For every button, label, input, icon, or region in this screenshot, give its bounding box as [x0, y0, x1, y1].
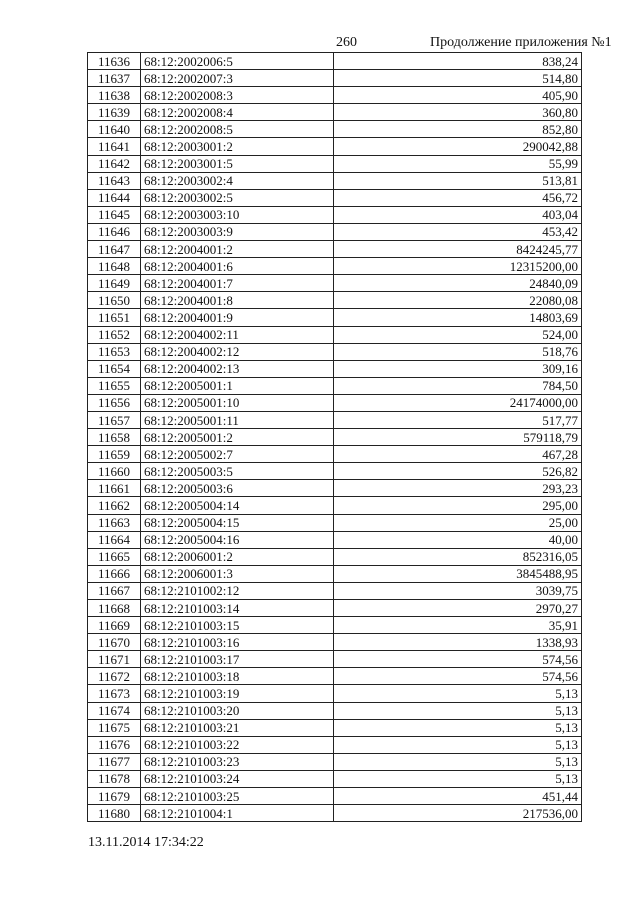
- cadastral-value: 5,13: [334, 719, 582, 736]
- cadastral-number: 68:12:2006001:2: [141, 548, 334, 565]
- cadastral-number: 68:12:2005003:5: [141, 463, 334, 480]
- cadastral-value-table: [87, 52, 582, 822]
- table-row: [88, 446, 582, 463]
- cadastral-value: 40,00: [334, 531, 582, 548]
- cadastral-value: 405,90: [334, 87, 582, 104]
- row-number: 11655: [88, 377, 141, 394]
- row-number: 11675: [88, 719, 141, 736]
- cadastral-number: 68:12:2101003:23: [141, 753, 334, 770]
- row-number: 11662: [88, 497, 141, 514]
- cadastral-value: 5,13: [334, 753, 582, 770]
- cadastral-number: 68:12:2101003:21: [141, 719, 334, 736]
- table-row: [88, 531, 582, 548]
- row-number: 11645: [88, 206, 141, 223]
- cadastral-number: 68:12:2101003:16: [141, 634, 334, 651]
- row-number: 11670: [88, 634, 141, 651]
- cadastral-number: 68:12:2101003:25: [141, 788, 334, 805]
- row-number: 11666: [88, 565, 141, 582]
- table-row: [88, 788, 582, 805]
- cadastral-value: 5,13: [334, 770, 582, 787]
- cadastral-number: 68:12:2101003:22: [141, 736, 334, 753]
- cadastral-number: 68:12:2004001:8: [141, 292, 334, 309]
- cadastral-number: 68:12:2002007:3: [141, 70, 334, 87]
- cadastral-value: 517,77: [334, 411, 582, 428]
- row-number: 11651: [88, 309, 141, 326]
- row-number: 11671: [88, 651, 141, 668]
- table-row: [88, 292, 582, 309]
- table-row: [88, 155, 582, 172]
- row-number: 11658: [88, 429, 141, 446]
- cadastral-value: 5,13: [334, 685, 582, 702]
- cadastral-value: 579118,79: [334, 429, 582, 446]
- row-number: 11644: [88, 189, 141, 206]
- table-row: [88, 309, 582, 326]
- table-row: [88, 70, 582, 87]
- cadastral-value: 25,00: [334, 514, 582, 531]
- cadastral-value: 514,80: [334, 70, 582, 87]
- row-number: 11636: [88, 53, 141, 70]
- row-number: 11642: [88, 155, 141, 172]
- table-row: [88, 770, 582, 787]
- cadastral-number: 68:12:2005001:10: [141, 394, 334, 411]
- table-row: [88, 326, 582, 343]
- cadastral-value: 852316,05: [334, 548, 582, 565]
- table-row: [88, 360, 582, 377]
- row-number: 11653: [88, 343, 141, 360]
- table-row: [88, 548, 582, 565]
- table-row: [88, 104, 582, 121]
- cadastral-value: 526,82: [334, 463, 582, 480]
- row-number: 11672: [88, 668, 141, 685]
- row-number: 11637: [88, 70, 141, 87]
- cadastral-number: 68:12:2005001:11: [141, 411, 334, 428]
- cadastral-value: 467,28: [334, 446, 582, 463]
- cadastral-value: 8424245,77: [334, 241, 582, 258]
- row-number: 11660: [88, 463, 141, 480]
- cadastral-number: 68:12:2002008:5: [141, 121, 334, 138]
- cadastral-value: 295,00: [334, 497, 582, 514]
- cadastral-number: 68:12:2004001:9: [141, 309, 334, 326]
- table-row: [88, 514, 582, 531]
- cadastral-value: 360,80: [334, 104, 582, 121]
- cadastral-number: 68:12:2004001:6: [141, 258, 334, 275]
- cadastral-number: 68:12:2004001:7: [141, 275, 334, 292]
- cadastral-number: 68:12:2004001:2: [141, 241, 334, 258]
- table-row: [88, 480, 582, 497]
- table-row: [88, 600, 582, 617]
- cadastral-number: 68:12:2101003:18: [141, 668, 334, 685]
- cadastral-value: 451,44: [334, 788, 582, 805]
- table-row: [88, 121, 582, 138]
- cadastral-value: 784,50: [334, 377, 582, 394]
- cadastral-number: 68:12:2002008:4: [141, 104, 334, 121]
- cadastral-number: 68:12:2101003:14: [141, 600, 334, 617]
- cadastral-number: 68:12:2005001:2: [141, 429, 334, 446]
- cadastral-value: 3845488,95: [334, 565, 582, 582]
- cadastral-number: 68:12:2002006:5: [141, 53, 334, 70]
- cadastral-number: 68:12:2004002:11: [141, 326, 334, 343]
- row-number: 11673: [88, 685, 141, 702]
- cadastral-number: 68:12:2004002:13: [141, 360, 334, 377]
- cadastral-number: 68:12:2101003:15: [141, 617, 334, 634]
- row-number: 11661: [88, 480, 141, 497]
- cadastral-number: 68:12:2003003:10: [141, 206, 334, 223]
- cadastral-value: 403,04: [334, 206, 582, 223]
- cadastral-number: 68:12:2005004:14: [141, 497, 334, 514]
- cadastral-value: 5,13: [334, 702, 582, 719]
- table-row: [88, 634, 582, 651]
- table-row: [88, 172, 582, 189]
- table-row: [88, 685, 582, 702]
- cadastral-value: 574,56: [334, 651, 582, 668]
- cadastral-number: 68:12:2006001:3: [141, 565, 334, 582]
- cadastral-number: 68:12:2005002:7: [141, 446, 334, 463]
- row-number: 11641: [88, 138, 141, 155]
- table-row: [88, 223, 582, 240]
- table-row: [88, 565, 582, 582]
- table-row: [88, 138, 582, 155]
- row-number: 11654: [88, 360, 141, 377]
- cadastral-number: 68:12:2101002:12: [141, 582, 334, 599]
- table-row: [88, 394, 582, 411]
- table-row: [88, 463, 582, 480]
- row-number: 11663: [88, 514, 141, 531]
- table-row: [88, 651, 582, 668]
- row-number: 11648: [88, 258, 141, 275]
- table-row: [88, 497, 582, 514]
- cadastral-number: 68:12:2101003:20: [141, 702, 334, 719]
- row-number: 11639: [88, 104, 141, 121]
- table-row: [88, 668, 582, 685]
- cadastral-value: 12315200,00: [334, 258, 582, 275]
- row-number: 11667: [88, 582, 141, 599]
- row-number: 11643: [88, 172, 141, 189]
- cadastral-value: 3039,75: [334, 582, 582, 599]
- row-number: 11677: [88, 753, 141, 770]
- table-row: [88, 411, 582, 428]
- cadastral-number: 68:12:2002008:3: [141, 87, 334, 104]
- row-number: 11657: [88, 411, 141, 428]
- table-row: [88, 53, 582, 70]
- table-row: [88, 258, 582, 275]
- cadastral-value: 35,91: [334, 617, 582, 634]
- cadastral-value: 453,42: [334, 223, 582, 240]
- row-number: 11646: [88, 223, 141, 240]
- cadastral-value: 1338,93: [334, 634, 582, 651]
- cadastral-value: 293,23: [334, 480, 582, 497]
- row-number: 11649: [88, 275, 141, 292]
- row-number: 11650: [88, 292, 141, 309]
- cadastral-value: 5,13: [334, 736, 582, 753]
- table-body: [88, 53, 582, 822]
- table-row: [88, 719, 582, 736]
- cadastral-number: 68:12:2003001:2: [141, 138, 334, 155]
- cadastral-number: 68:12:2005004:16: [141, 531, 334, 548]
- cadastral-number: 68:12:2101003:24: [141, 770, 334, 787]
- row-number: 11665: [88, 548, 141, 565]
- appendix-title: Продолжение приложения №1: [430, 35, 612, 50]
- cadastral-number: 68:12:2005001:1: [141, 377, 334, 394]
- table-row: [88, 206, 582, 223]
- table-row: [88, 702, 582, 719]
- row-number: 11676: [88, 736, 141, 753]
- print-timestamp: 13.11.2014 17:34:22: [88, 835, 204, 850]
- cadastral-value: 574,56: [334, 668, 582, 685]
- row-number: 11652: [88, 326, 141, 343]
- row-number: 11659: [88, 446, 141, 463]
- table-row: [88, 275, 582, 292]
- cadastral-value: 456,72: [334, 189, 582, 206]
- row-number: 11679: [88, 788, 141, 805]
- cadastral-number: 68:12:2004002:12: [141, 343, 334, 360]
- cadastral-value: 290042,88: [334, 138, 582, 155]
- table-row: [88, 87, 582, 104]
- table-row: [88, 189, 582, 206]
- table-row: [88, 617, 582, 634]
- row-number: 11647: [88, 241, 141, 258]
- row-number: 11656: [88, 394, 141, 411]
- cadastral-value: 22080,08: [334, 292, 582, 309]
- cadastral-number: 68:12:2101004:1: [141, 805, 334, 822]
- cadastral-value: 14803,69: [334, 309, 582, 326]
- cadastral-value: 309,16: [334, 360, 582, 377]
- table-row: [88, 582, 582, 599]
- row-number: 11638: [88, 87, 141, 104]
- cadastral-number: 68:12:2003002:5: [141, 189, 334, 206]
- table-row: [88, 343, 582, 360]
- cadastral-value: 518,76: [334, 343, 582, 360]
- row-number: 11669: [88, 617, 141, 634]
- cadastral-value: 524,00: [334, 326, 582, 343]
- row-number: 11674: [88, 702, 141, 719]
- cadastral-value: 217536,00: [334, 805, 582, 822]
- table-row: [88, 429, 582, 446]
- row-number: 11668: [88, 600, 141, 617]
- cadastral-value: 55,99: [334, 155, 582, 172]
- table-row: [88, 753, 582, 770]
- cadastral-number: 68:12:2003002:4: [141, 172, 334, 189]
- row-number: 11680: [88, 805, 141, 822]
- table-row: [88, 736, 582, 753]
- table-row: [88, 241, 582, 258]
- cadastral-value: 2970,27: [334, 600, 582, 617]
- cadastral-number: 68:12:2005003:6: [141, 480, 334, 497]
- cadastral-value: 513,81: [334, 172, 582, 189]
- table-row: [88, 377, 582, 394]
- page-number: 260: [336, 35, 357, 50]
- cadastral-value: 838,24: [334, 53, 582, 70]
- cadastral-number: 68:12:2101003:19: [141, 685, 334, 702]
- table-row: [88, 805, 582, 822]
- row-number: 11640: [88, 121, 141, 138]
- row-number: 11664: [88, 531, 141, 548]
- row-number: 11678: [88, 770, 141, 787]
- cadastral-number: 68:12:2005004:15: [141, 514, 334, 531]
- cadastral-value: 24174000,00: [334, 394, 582, 411]
- cadastral-number: 68:12:2101003:17: [141, 651, 334, 668]
- cadastral-value: 852,80: [334, 121, 582, 138]
- cadastral-number: 68:12:2003003:9: [141, 223, 334, 240]
- cadastral-number: 68:12:2003001:5: [141, 155, 334, 172]
- cadastral-value: 24840,09: [334, 275, 582, 292]
